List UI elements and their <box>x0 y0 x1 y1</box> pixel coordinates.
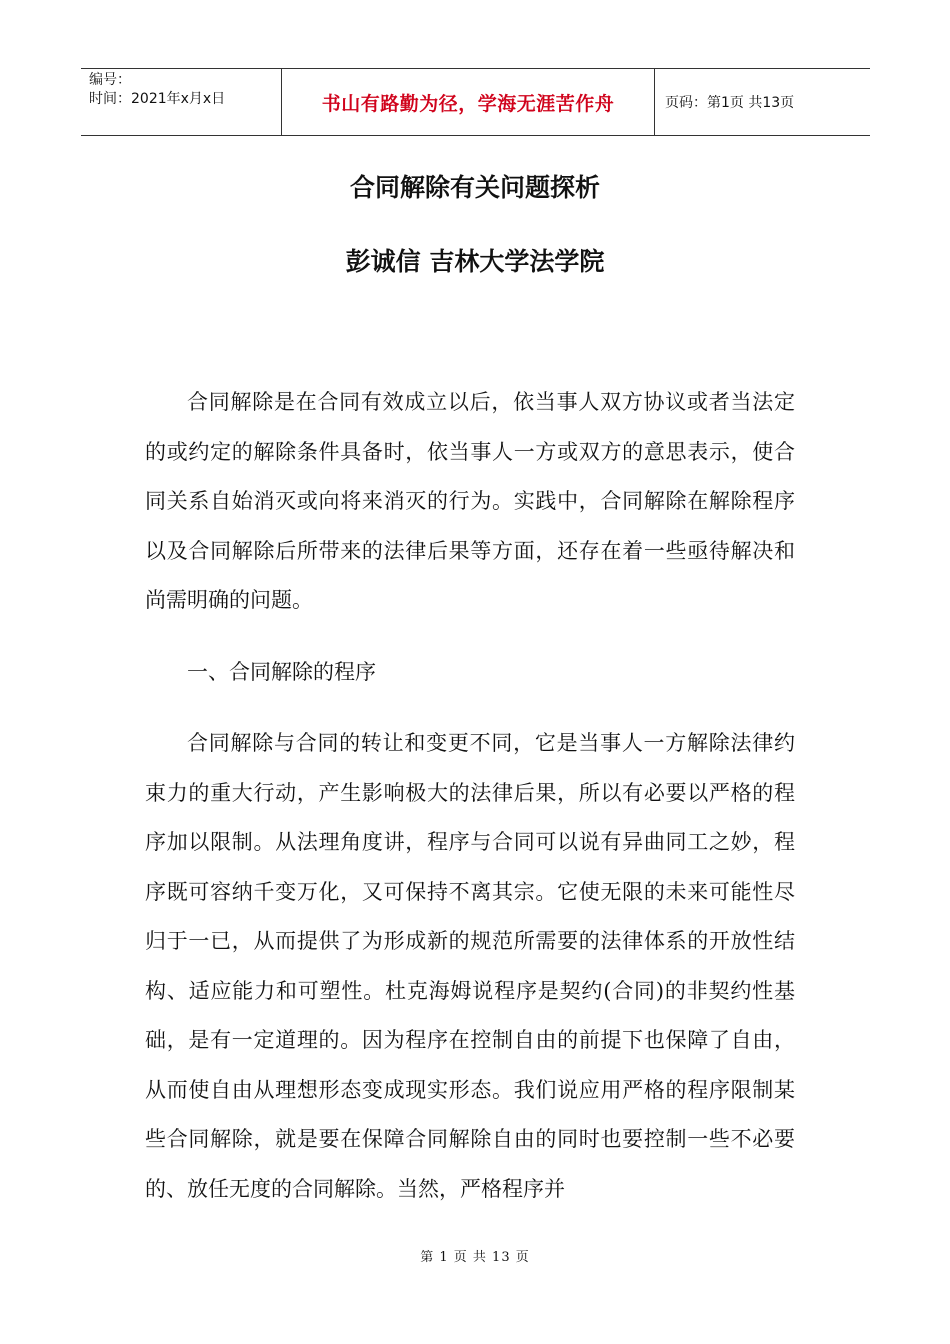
document-author: 彭诚信 吉林大学法学院 <box>345 247 605 276</box>
intro-paragraph: 合同解除是在合同有效成立以后，依当事人双方协议或者当法定的或约定的解除条件具备时，依当事人一方或双方的意思表示，使合同关系自始消灭或向将来消灭的行为。实践中，合同解除在解除程序以及合同解除后所带来的法律后果等方面，还存在着一些亟待解决和尚需明确的问题。 <box>145 390 795 612</box>
header-meta <box>81 69 281 135</box>
document-header <box>81 68 870 136</box>
header-page-info: 页码：第1页 共13页 <box>665 95 795 111</box>
section-paragraph: 合同解除与合同的转让和变更不同，它是当事人一方解除法律约束力的重大行动，产生影响极大的法律后果，所以有必要以严格的程序加以限制。从法理角度讲，程序与合同可以说有异曲同工之妙，程序既可容纳千变万化，又可保持不离其宗。它使无限的未来可能性尽归于一已，从而提供了为形成新的规范所需要的法律体系的开放性结构、适应能力和可塑性。杜克海姆说程序是契约(合同)的非契约性基础，是有一定道理的。因为程序在控制自由的前提下也保障了自由，从而使自由从理想形态变成现实形态。我们说应用严格的程序限制某些合同解除，就是要在保障合同解除自由的同时也要控制一些不必要的、放任无度的合同解除。当然，严格程序并 <box>145 731 795 1201</box>
page-footer: 第 1 页 共 13 页 <box>420 1250 530 1265</box>
paragraph-spacer <box>145 626 795 648</box>
header-time-label: 时间：2021年x月x日 <box>89 91 226 107</box>
header-number-label: 编号： <box>89 72 131 88</box>
section-heading: 一、合同解除的程序 <box>187 659 376 684</box>
paragraph-spacer <box>145 697 795 719</box>
document-title: 合同解除有关问题探析 <box>349 173 600 202</box>
header-motto: 书山有路勤为径，学海无涯苦作舟 <box>281 69 655 135</box>
document-body <box>145 378 795 1214</box>
